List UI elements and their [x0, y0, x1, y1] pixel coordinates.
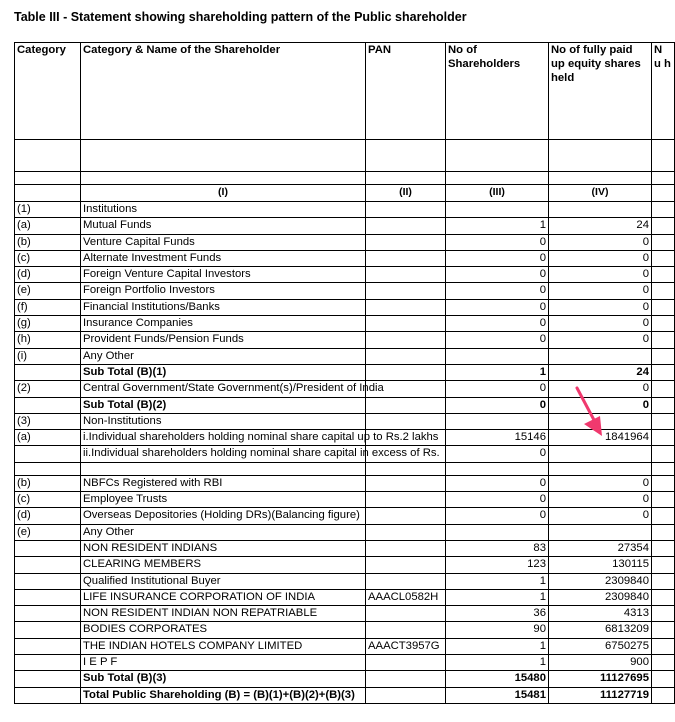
shareholders-cell: 15146	[446, 430, 549, 446]
category-cell: (d)	[15, 508, 81, 524]
name-cell: I E P F	[81, 655, 366, 671]
header-row	[15, 43, 675, 140]
shareholders-cell: 123	[446, 557, 549, 573]
pan-cell	[366, 524, 446, 540]
numeral-i: (I)	[81, 185, 366, 202]
pan-cell	[366, 687, 446, 703]
name-cell: Financial Institutions/Banks	[81, 299, 366, 315]
header-pan: PAN	[366, 43, 446, 140]
table-row	[15, 381, 675, 397]
pan-cell	[366, 202, 446, 218]
next-column-cell	[652, 364, 675, 380]
category-cell: (3)	[15, 413, 81, 429]
shareholders-cell: 0	[446, 283, 549, 299]
name-cell: BODIES CORPORATES	[81, 622, 366, 638]
table-row	[15, 687, 675, 703]
next-column-cell	[652, 557, 675, 573]
shareholders-cell: 0	[446, 492, 549, 508]
next-column-cell	[652, 218, 675, 234]
equity-shares-cell: 0	[549, 381, 652, 397]
table-row	[15, 348, 675, 364]
equity-shares-cell	[549, 348, 652, 364]
next-column-cell	[652, 234, 675, 250]
category-cell: (e)	[15, 283, 81, 299]
equity-shares-cell	[549, 202, 652, 218]
numeral-iv: (IV)	[549, 185, 652, 202]
table-row	[15, 573, 675, 589]
pan-cell	[366, 332, 446, 348]
table-title: Table III - Statement showing shareholding pattern of the Public shareholder	[14, 10, 467, 24]
next-column-cell	[652, 589, 675, 605]
pan-cell	[366, 492, 446, 508]
table-row	[15, 655, 675, 671]
next-column-cell	[652, 508, 675, 524]
shareholders-cell	[446, 348, 549, 364]
shareholders-cell: 0	[446, 332, 549, 348]
shareholders-cell	[446, 524, 549, 540]
next-column-cell	[652, 430, 675, 446]
equity-shares-cell: 1841964	[549, 430, 652, 446]
name-cell: Institutions	[81, 202, 366, 218]
equity-shares-cell: 0	[549, 267, 652, 283]
pan-cell: AAACT3957G	[366, 638, 446, 654]
category-cell: (b)	[15, 475, 81, 491]
table-row	[15, 589, 675, 605]
name-cell: Foreign Portfolio Investors	[81, 283, 366, 299]
shareholders-cell	[446, 413, 549, 429]
pan-cell	[366, 397, 446, 413]
name-cell: Total Public Shareholding (B) = (B)(1)+(B)(2)+(B)(3)	[81, 687, 366, 703]
shareholders-cell: 0	[446, 508, 549, 524]
next-column-cell	[652, 332, 675, 348]
table-row	[15, 250, 675, 266]
shareholders-cell: 0	[446, 316, 549, 332]
pan-cell	[366, 348, 446, 364]
shareholders-cell: 1	[446, 364, 549, 380]
header-category: Category	[15, 43, 81, 140]
numeral-row	[15, 185, 675, 202]
name-cell: i.Individual shareholders holding nominal share capital up to Rs.2 lakhs	[81, 430, 366, 446]
table-row	[15, 475, 675, 491]
pan-cell	[366, 250, 446, 266]
name-cell: Mutual Funds	[81, 218, 366, 234]
category-cell: (1)	[15, 202, 81, 218]
equity-shares-cell	[549, 446, 652, 462]
next-column-cell	[652, 283, 675, 299]
equity-shares-cell: 2309840	[549, 573, 652, 589]
next-column-cell	[652, 446, 675, 462]
next-column-cell	[652, 348, 675, 364]
next-column-cell	[652, 655, 675, 671]
shareholders-cell: 36	[446, 606, 549, 622]
next-column-cell	[652, 250, 675, 266]
pan-cell	[366, 508, 446, 524]
name-cell: NON RESIDENT INDIANS	[81, 540, 366, 556]
name-cell: Provident Funds/Pension Funds	[81, 332, 366, 348]
shareholders-cell: 0	[446, 250, 549, 266]
shareholders-cell: 83	[446, 540, 549, 556]
next-column-cell	[652, 462, 675, 475]
table-row	[15, 413, 675, 429]
equity-shares-cell: 130115	[549, 557, 652, 573]
table-row	[15, 606, 675, 622]
name-cell: Central Government/State Government(s)/President of India	[81, 381, 366, 397]
next-column-cell	[652, 475, 675, 491]
shareholders-cell: 1	[446, 218, 549, 234]
table-row	[15, 234, 675, 250]
spacer-row	[15, 462, 675, 475]
header-equity-shares: No of fully paid up equity shares held	[549, 43, 652, 140]
header-shareholders: No of Shareholders	[446, 43, 549, 140]
category-cell: (2)	[15, 381, 81, 397]
category-cell	[15, 397, 81, 413]
next-column-cell	[652, 540, 675, 556]
pan-cell	[366, 234, 446, 250]
name-cell: THE INDIAN HOTELS COMPANY LIMITED	[81, 638, 366, 654]
equity-shares-cell: 0	[549, 299, 652, 315]
category-cell	[15, 622, 81, 638]
equity-shares-cell: 0	[549, 283, 652, 299]
equity-shares-cell	[549, 413, 652, 429]
pan-cell	[366, 671, 446, 687]
category-cell	[15, 606, 81, 622]
category-cell	[15, 540, 81, 556]
shareholders-cell: 0	[446, 267, 549, 283]
equity-shares-cell: 0	[549, 250, 652, 266]
table-container	[14, 42, 674, 704]
table-row	[15, 430, 675, 446]
name-cell	[81, 462, 366, 475]
category-cell: (a)	[15, 430, 81, 446]
equity-shares-cell: 0	[549, 332, 652, 348]
shareholders-cell: 0	[446, 299, 549, 315]
pan-cell	[366, 475, 446, 491]
shareholders-cell: 0	[446, 234, 549, 250]
pan-cell	[366, 655, 446, 671]
next-column-cell	[652, 413, 675, 429]
next-column-cell	[652, 671, 675, 687]
category-cell	[15, 557, 81, 573]
table-row	[15, 332, 675, 348]
shareholders-cell: 0	[446, 397, 549, 413]
shareholders-cell: 0	[446, 381, 549, 397]
category-cell: (e)	[15, 524, 81, 540]
shareholding-table	[14, 42, 675, 704]
equity-shares-cell: 0	[549, 316, 652, 332]
category-cell: (d)	[15, 267, 81, 283]
name-cell: Insurance Companies	[81, 316, 366, 332]
header-next-column: N u h	[652, 43, 675, 140]
name-cell: CLEARING MEMBERS	[81, 557, 366, 573]
name-cell: Any Other	[81, 348, 366, 364]
table-row	[15, 446, 675, 462]
table-row	[15, 508, 675, 524]
blank-row	[15, 140, 675, 172]
next-column-cell	[652, 299, 675, 315]
next-column-cell	[652, 316, 675, 332]
table-row	[15, 364, 675, 380]
category-cell	[15, 671, 81, 687]
next-column-cell	[652, 573, 675, 589]
table-row	[15, 397, 675, 413]
category-cell	[15, 589, 81, 605]
category-cell: (f)	[15, 299, 81, 315]
shareholders-cell: 1	[446, 589, 549, 605]
category-cell	[15, 364, 81, 380]
category-cell: (b)	[15, 234, 81, 250]
pan-cell	[366, 283, 446, 299]
numeral-ii: (II)	[366, 185, 446, 202]
equity-shares-cell: 11127719	[549, 687, 652, 703]
pan-cell	[366, 606, 446, 622]
category-cell: (i)	[15, 348, 81, 364]
shareholders-cell: 0	[446, 446, 549, 462]
name-cell: Any Other	[81, 524, 366, 540]
table-row	[15, 638, 675, 654]
next-column-cell	[652, 606, 675, 622]
name-cell: Overseas Depositories (Holding DRs)(Balancing figure)	[81, 508, 366, 524]
name-cell: Foreign Venture Capital Investors	[81, 267, 366, 283]
pan-cell	[366, 540, 446, 556]
name-cell: LIFE INSURANCE CORPORATION OF INDIA	[81, 589, 366, 605]
name-cell: Sub Total (B)(3)	[81, 671, 366, 687]
shareholders-cell: 1	[446, 655, 549, 671]
equity-shares-cell: 24	[549, 364, 652, 380]
category-cell	[15, 446, 81, 462]
name-cell: Non-Institutions	[81, 413, 366, 429]
next-column-cell	[652, 687, 675, 703]
category-cell: (h)	[15, 332, 81, 348]
category-cell	[15, 573, 81, 589]
category-cell: (c)	[15, 492, 81, 508]
table-row	[15, 540, 675, 556]
next-column-cell	[652, 622, 675, 638]
pan-cell	[366, 622, 446, 638]
equity-shares-cell: 27354	[549, 540, 652, 556]
pan-cell	[366, 316, 446, 332]
name-cell: Sub Total (B)(2)	[81, 397, 366, 413]
table-row	[15, 671, 675, 687]
numeral-iii: (III)	[446, 185, 549, 202]
next-column-cell	[652, 524, 675, 540]
table-row	[15, 492, 675, 508]
equity-shares-cell: 2309840	[549, 589, 652, 605]
category-cell	[15, 655, 81, 671]
next-column-cell	[652, 381, 675, 397]
table-row	[15, 202, 675, 218]
pan-cell	[366, 299, 446, 315]
pan-cell	[366, 573, 446, 589]
shareholders-cell: 0	[446, 475, 549, 491]
shareholders-cell: 90	[446, 622, 549, 638]
pan-cell	[366, 413, 446, 429]
category-cell: (g)	[15, 316, 81, 332]
equity-shares-cell: 900	[549, 655, 652, 671]
next-column-cell	[652, 397, 675, 413]
name-cell: NBFCs Registered with RBI	[81, 475, 366, 491]
table-row	[15, 622, 675, 638]
shareholders-cell: 15480	[446, 671, 549, 687]
equity-shares-cell	[549, 462, 652, 475]
shareholders-cell	[446, 202, 549, 218]
equity-shares-cell: 0	[549, 492, 652, 508]
equity-shares-cell: 6813209	[549, 622, 652, 638]
equity-shares-cell: 0	[549, 475, 652, 491]
equity-shares-cell: 11127695	[549, 671, 652, 687]
equity-shares-cell: 24	[549, 218, 652, 234]
equity-shares-cell: 0	[549, 397, 652, 413]
next-column-cell	[652, 267, 675, 283]
spacer-row	[15, 172, 675, 185]
shareholders-cell: 15481	[446, 687, 549, 703]
name-cell: Alternate Investment Funds	[81, 250, 366, 266]
table-row	[15, 316, 675, 332]
table-row	[15, 299, 675, 315]
equity-shares-cell	[549, 524, 652, 540]
table-row	[15, 218, 675, 234]
pan-cell	[366, 267, 446, 283]
name-cell: Venture Capital Funds	[81, 234, 366, 250]
category-cell	[15, 462, 81, 475]
equity-shares-cell: 0	[549, 234, 652, 250]
table-row	[15, 524, 675, 540]
next-column-cell	[652, 638, 675, 654]
category-cell	[15, 638, 81, 654]
equity-shares-cell: 6750275	[549, 638, 652, 654]
table-row	[15, 557, 675, 573]
category-cell: (c)	[15, 250, 81, 266]
name-cell: Sub Total (B)(1)	[81, 364, 366, 380]
equity-shares-cell: 4313	[549, 606, 652, 622]
pan-cell	[366, 462, 446, 475]
table-row	[15, 267, 675, 283]
table-row	[15, 283, 675, 299]
next-column-cell	[652, 202, 675, 218]
pan-cell: AAACL0582H	[366, 589, 446, 605]
pan-cell	[366, 218, 446, 234]
header-name: Category & Name of the Shareholder	[81, 43, 366, 140]
shareholders-cell: 1	[446, 573, 549, 589]
equity-shares-cell: 0	[549, 508, 652, 524]
name-cell: ii.Individual shareholders holding nominal share capital in excess of Rs.	[81, 446, 366, 462]
pan-cell	[366, 364, 446, 380]
shareholders-cell	[446, 462, 549, 475]
name-cell: NON RESIDENT INDIAN NON REPATRIABLE	[81, 606, 366, 622]
category-cell	[15, 687, 81, 703]
shareholders-cell: 1	[446, 638, 549, 654]
name-cell: Employee Trusts	[81, 492, 366, 508]
category-cell: (a)	[15, 218, 81, 234]
pan-cell	[366, 557, 446, 573]
next-column-cell	[652, 492, 675, 508]
name-cell: Qualified Institutional Buyer	[81, 573, 366, 589]
